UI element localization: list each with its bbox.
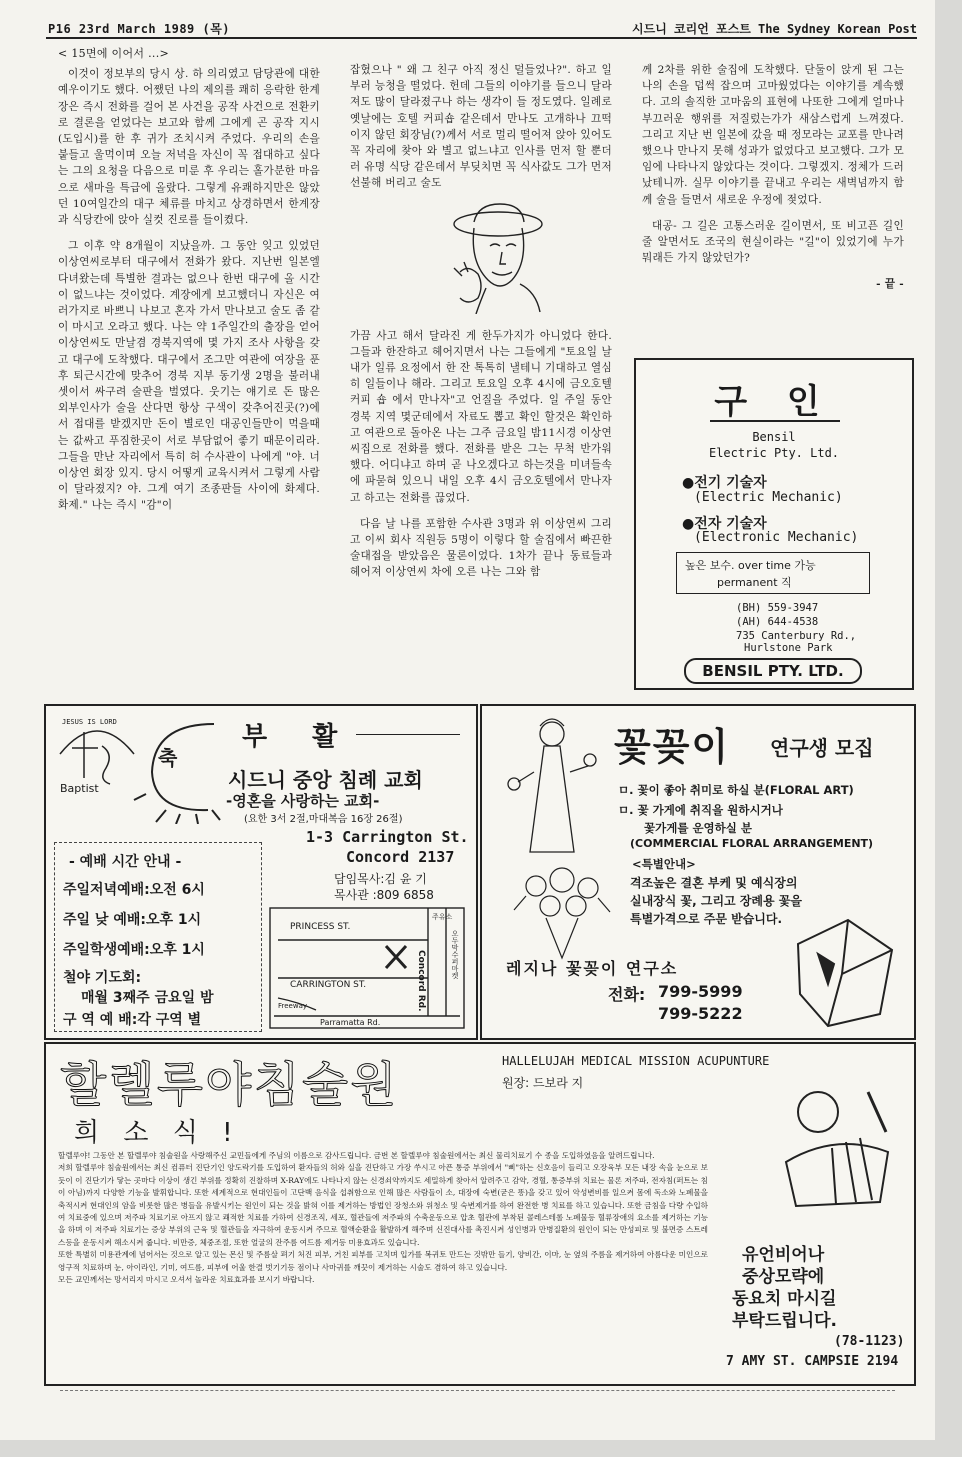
article-paragraph: 잡혔으나 " 왜 그 친구 아직 정신 덜들었나?". 하고 일부러 능청을 떨었다. 헌데 그들의 이야기를 들으니 달라져도 많이 달라졌구나 하는 생각이 들 정도였다. 일례로 옛날에는 호텔 커피숍 같은데서 만나도 고개하나 끄떡이지 않던 회장님(?)께서 서로 멀리 떨어져 앉아 있어도 꼭 자리에 찾아 와 별고 없느냐고 인사를 먼저 할 뿐더러 유명 식당 같은데서 부딪치면 꼭 식사값도 그가 먼저 선불해 버리고 술도 bbox=[350, 64, 612, 190]
terms-pay: 높은 보수. over time 가능 bbox=[685, 559, 816, 572]
clinic-paragraph: 또한 특별히 미용관계에 넘어서는 것으로 알고 있는 몬신 및 주름살 펴기 처진 피부, 거친 피부를 고치며 입가를 복귀토 만드는 것밖만 들기, 양비간, 이마, 눈 옆의 주름을 제거하여 아름다운 미인으로 영구적 치료하며 눈, 아이라인, 기미, 여드름, 피부에 어울 한결 벗기기등 점이나 사마귀를 깨끗이 제거하는 시술도 겸하여 하고 있습니다. bbox=[58, 1250, 708, 1272]
map-concord-rd: Concord Rd. bbox=[416, 950, 426, 1012]
article-paragraph: 이것이 정보부의 당시 상. 하 의리였고 담당관에 대한 예우이기도 했다. 어쨌던 나의 제의를 쾌히 응락한 한계장은 즉시 전화를 걸어 본 사건을 공작 사건으로 전환키로 결론을 얻었다는 보고와 함께 그에게 곤 공작 지시(도입시)를 한 후 귀가 조치시켜 주었다. 우리의 손을 붙들고 울먹이며 오늘 저녁을 자신이 꼭 접대하고 싶다는 그의 요청을 다음으로 미룬 후 우리는 홀가분한 마음으로 새마을 특급에 올랐다. 그렇게 유쾌하지만은 않았던 10여일간의 대구 체류를 마치고 상경하면서 한계장과 식당칸에 앉아 실컷 진로를 들이켰다. bbox=[58, 68, 320, 227]
article-paragraph: 께 2차를 위한 술집에 도착했다. 단둘이 앉게 된 그는 나의 손을 덥썩 잡으며 고마웠었다는 이야기를 계속했다. 고의 솔직한 고마움의 표현에 나또한 그에게 얼마나 부끄러운 행위를 저질렀는가가 새삼스럽게 느껴졌다. 그리고 지난 번 일본에 갔을 때 정모라는 교포를 만나려 했으나 만나지 못해 성과가 없었다고 보고했다. 그가 모임에 나타나지 않았다는 것이다. 그렇겠지. 정체가 드러났테니까. 실무 이야기를 끝내고 우리는 새벽넘까지 함께 술을 들면서 새로운 우정에 젖었다. bbox=[642, 64, 904, 206]
flower-bouquet-icon bbox=[506, 866, 616, 962]
notice-line-1: 유언비어나 bbox=[742, 1245, 825, 1265]
map-freeway: Freeway bbox=[278, 1002, 308, 1010]
notice-line-3: 동요치 마시길 bbox=[732, 1289, 837, 1309]
company-name: Bensil bbox=[752, 430, 796, 444]
terms-box bbox=[676, 552, 870, 594]
service-prayer-schedule: 매월 3째주 금요일 밤 bbox=[81, 990, 214, 1006]
service-sunday-day: 주일 낮 예배:오후 1시 bbox=[63, 912, 202, 928]
bible-verse: (요한 3서 2절,마대복음 16장 26절) bbox=[244, 814, 403, 825]
special-notice-line-3: 특별가격으로 주문 받습니다. bbox=[630, 912, 783, 926]
special-notice-line-2: 실내장식 꽃, 그리고 장례용 꽃을 bbox=[630, 894, 802, 908]
clinic-paragraph: 할렐루야! 그동안 본 할렐루야 침술원을 사랑해주신 교민들에게 주님의 이름으로 감사드립니다. 금번 본 할렐루야 침술원에서는 최신 물리치료기 수 종을 도입하였음을 알려드립니다. bbox=[58, 1151, 655, 1160]
map-princess-st: PRINCESS ST. bbox=[290, 922, 351, 932]
article-column-2 bbox=[350, 62, 612, 591]
flower-phone-2: 799-5222 bbox=[658, 1004, 743, 1023]
address-line-1: 735 Canterbury Rd., bbox=[736, 630, 857, 642]
phone-ah: (AH) 644-4538 bbox=[736, 616, 819, 628]
good-news-heading: 희 소 식 ! bbox=[74, 1118, 241, 1148]
church-address-1: 1-3 Carrington St. bbox=[306, 828, 469, 846]
continued-label: < 15면에 이어서 ...> bbox=[58, 47, 170, 60]
map-parramatta-rd: Parramatta Rd. bbox=[320, 1018, 381, 1027]
clinic-director: 원장: 드보라 지 bbox=[502, 1076, 584, 1090]
notice-line-4: 부탁드립니다. bbox=[732, 1311, 837, 1331]
recruit-item-job: ㅁ. 꽃 가게에 취직을 원하시거나 bbox=[618, 803, 783, 817]
acupuncture-clinic-ad bbox=[44, 1042, 916, 1386]
clinic-address: 7 AMY ST. CAMPSIE 2194 bbox=[726, 1354, 899, 1369]
service-times-box bbox=[54, 842, 262, 1032]
abstract-vase-icon bbox=[788, 914, 904, 1032]
page-header bbox=[0, 0, 935, 38]
company-type: Electric Pty. Ltd. bbox=[708, 446, 840, 460]
article-paragraph: 대공- 그 길은 고통스러운 길이면서, 또 비고픈 길인 줄 알면서도 조국의 현실이라는 "길"이 있었기에 누가 뭐래든 가지 않았던가? bbox=[642, 219, 904, 265]
clinic-title: 할렐루야침술원 bbox=[60, 1057, 399, 1113]
clinic-paragraph: 모든 교민께서는 망서리지 마시고 오셔서 놀라운 치료효과를 보시기 바랍니다. bbox=[58, 1275, 315, 1285]
recruit-item-shop: 꽃가게를 운영하실 분 bbox=[644, 821, 752, 835]
header-rule bbox=[46, 37, 917, 39]
job-ad-logo: 구 인 bbox=[714, 382, 834, 422]
church-ad bbox=[44, 704, 478, 1040]
service-district: 구 역 예 배:각 구역 별 bbox=[63, 1012, 202, 1028]
masthead: 시드니 코리언 포스트 The Sydney Korean Post bbox=[632, 22, 917, 36]
service-prayer: 철야 기도회: bbox=[63, 970, 142, 986]
clinic-phone: (78-1123) bbox=[834, 1334, 905, 1349]
phone-bh: (BH) 559-3947 bbox=[736, 602, 819, 614]
recruit-item-commercial: (COMMERCIAL FLORAL ARRANGEMENT) bbox=[630, 837, 874, 850]
article-paragraph: 가끔 사고 해서 달라진 게 한두가지가 아니었다 한다. 그들과 한잔하고 헤어지면서 나는 그들에게 "토요일 날 내가 일류 요정에서 한 잔 톡톡히 낼테니 기대하고 열심히 일들이나 해라. 그리고 토요일 오후 4시에 금오호텔커피 숍 에서 만나자"고 언질을 주었다. 일 주일 동안 경북 지역 몇군데에서 자료도 뽑고 확인 할것은 확인하고 여관으로 돌아온 나는 그주 금요일 밤11시경 이상연씨집으로 전화를 했다. 전화를 받은 그는 무척 반가워 했다. 어디냐고 하며 곧 나오겠다고 하는것을 미녀들속에 파묻혀 있으니 내일 오후 4시 금오호텔에서 만나자고 하고는 전화를 끊었다. bbox=[350, 329, 612, 504]
bensil-logo: BENSIL PTY. LTD. bbox=[684, 658, 862, 684]
special-notice-label: <특별안내> bbox=[632, 857, 696, 871]
service-sunday-student: 주일학생예배:오후 1시 bbox=[63, 942, 205, 958]
chuk-character: 축 bbox=[158, 746, 178, 770]
special-notice-line-1: 격조높은 결혼 부케 및 예식장의 bbox=[630, 876, 798, 890]
church-name: 시드니 중앙 침례 교회 bbox=[228, 768, 423, 792]
cartoon-illustration bbox=[350, 202, 612, 314]
service-times-title: - 예배 시간 안내 - bbox=[69, 854, 182, 870]
church-location-map bbox=[268, 906, 466, 1030]
job-title-electric: ●전기 기술자 bbox=[682, 475, 767, 491]
church-slogan: -영혼을 사랑하는 교회- bbox=[226, 792, 380, 810]
headline-rule bbox=[356, 734, 460, 735]
service-sunday-evening: 주일저녁예배:오전 6시 bbox=[63, 882, 205, 898]
doll-figure-icon bbox=[504, 712, 600, 860]
church-headline: 부 활 bbox=[242, 722, 356, 752]
notice-line-2: 중상모략에 bbox=[742, 1267, 825, 1287]
article-end-mark: - 끝 - bbox=[876, 278, 904, 291]
article-paragraph: 다음 날 나를 포함한 수사관 3명과 위 이상연씨 그리고 이씨 회사 직원등 5명이 이렇다 할 술집에서 빠끈한 술대접을 받았음은 물론이었다. 1차가 끝나 동료들과 헤어져 이상연씨 차에 오른 나는 그와 함 bbox=[350, 517, 612, 579]
terms-permanent: permanent 직 bbox=[717, 576, 792, 589]
map-gas-station: 주유소 bbox=[432, 913, 453, 921]
flower-phone-1: 799-5999 bbox=[658, 982, 743, 1001]
job-title-electronic: ●전자 기술자 bbox=[682, 516, 767, 532]
acupuncture-art-icon bbox=[776, 1072, 896, 1212]
page-bottom-dotted-rule bbox=[60, 1390, 895, 1391]
job-title-electric-en: (Electric Mechanic) bbox=[694, 490, 843, 505]
flower-ad-title: 꽃꽂이 bbox=[614, 725, 731, 769]
job-title-electronic-en: (Electronic Mechanic) bbox=[694, 530, 859, 545]
map-market: 오두막수퍼마켓 bbox=[451, 930, 459, 979]
map-carrington-st: CARRINGTON ST. bbox=[290, 980, 367, 990]
bensil-job-ad bbox=[634, 358, 914, 690]
article-column-3 bbox=[642, 62, 904, 293]
logo-underline bbox=[710, 420, 840, 422]
flower-phone-label: 전화: bbox=[608, 985, 646, 1004]
clinic-body bbox=[58, 1150, 708, 1286]
clinic-paragraph: 저희 할렐루야 침술원에서는 최신 컴퓨터 진단기인 양도락기를 도입하여 환자들의 허와 실을 진단하고 가장 쑤시고 아픈 통증 부위에서 "삐"하는 신호음이 들리고 오장육부 모든 내장 속을 눈으로 보듯이 이 진단기가 닿는 곳마다 이상이 생긴 부위를 정확히 진찰하며 X-RAY에도 나타나지 않는 신경쇠약까지도 세밀하게 찾아서 알려주고 감약, 경혈, 통증부위 치료는 물론 저주파, 전자침(퍼트는 침이 아님)까지 다양한 기능을 발휘합니다. 또한 세계적으로 현대인들이 고단백 음식을 섭취함으로 인해 많은 사람들이 소, 대장에 숙변(굳은 똥)을 갖고 있어 악성변비를 일으켜 몸에 독소와 노폐물을 축적시켜 현대인의 암을 비롯한 많은 병들을 유발시키는 원인이 되는 것을 밝혀 이를 제거하는 방법인 장청소와 위청소 및 숙변제거를 하여 완전한 병 치료를 하고 있습니다. 또한 금침을 다량 수입하여 치료중에 있으며 저주파 치료기로 아프지 않고 쾌적한 치료를 가하여 신경조직, 세포, 혈관들에 저주파의 수축운동으로 압초 혈관에 부착된 콜레스테롤 노폐물등 혈류장애의 요소를 제거하는 기능을 하며 이 저주파 치료기는 증상 부위의 근육 및 혈관들을 자극하여 운동시켜 주므로 혈액순환을 활발하게 해주며 신진대사를 촉진시켜 성인병과 만병질환의 원인이 되는 만성피로 및 불면증 스트레스등을 운동시켜 해소시켜 줍니다. 비만증, 체중조절, 또한 얼굴의 잔주름 여드름 제거등 미용효과도 있습니다. bbox=[58, 1163, 708, 1247]
recruit-item-hobby: ㅁ. 꽃이 좋아 취미로 하실 분(FLORAL ART) bbox=[618, 783, 854, 797]
emblem-text: JESUS IS LORD bbox=[62, 718, 117, 726]
pastor-name: 담임목사:김 윤 기 bbox=[334, 872, 427, 886]
address-line-2: Hurlstone Park bbox=[744, 642, 833, 654]
flower-ad-subtitle: 연구생 모집 bbox=[770, 736, 874, 760]
flower-arrangement-ad bbox=[480, 704, 916, 1040]
clinic-english-name: HALLELUJAH MEDICAL MISSION ACUPUNTURE bbox=[502, 1054, 770, 1068]
pastor-phone: 목사관 :809 6858 bbox=[334, 888, 434, 902]
page-date-line: P16 23rd March 1989 (목) bbox=[48, 22, 231, 36]
emblem-baptist: Baptist bbox=[60, 782, 99, 795]
hat-man-sketch-icon bbox=[350, 202, 612, 314]
flower-institute-name: 레지나 꽃꽂이 연구소 bbox=[506, 959, 679, 978]
church-address-2: Concord 2137 bbox=[346, 848, 455, 866]
article-paragraph: 그 이후 약 8개월이 지났을까. 그 동안 잊고 있었던 이상연씨로부터 대구에서 전화가 왔다. 지난번 일본엘 다녀왔는데 특별한 결과는 없으나 한번 대구에 올 시간이 없느냐는 것이었다. 계장에게 보고했더니 자신은 여러가지로 바쁘니 나보고 혼자 가서 만나보고 술도 좀 같이 마시고 오라고 했다. 나는 약 1주일간의 출장을 얻어 이상연씨도 만날겸 경북지역에 몇 가지 조사 사항을 갖고 대구에 도착했다. 대구에서 조그만 여관에 여장을 푼 후 퇴근시간에 맞추어 경북 지부 동기생 2명을 불러내 셋이서 싸구려 술판을 벌였다. 웃기는 얘기로 돈 많은 외부인사가 술을 산다면 항상 구색이 갖추어진곳(?)에서 접대를 받겠지만 돈이 별로인 대공인들만이 먹을때는 값싸고 푸짐한곳이 서로 부담없어 좋기 때문이리라. 그들을 만난 자리에서 특히 허 수사관이 나에게 "야. 너 이상연 회장 있지. 당시 어떻게 교육시켜서 그렇게 사람이 달라졌지? 야. 그게 여기 조종판들 사이에 화제다. 화제." 나는 즉시 "감"이 bbox=[58, 240, 320, 512]
article-column-1 bbox=[58, 46, 320, 524]
